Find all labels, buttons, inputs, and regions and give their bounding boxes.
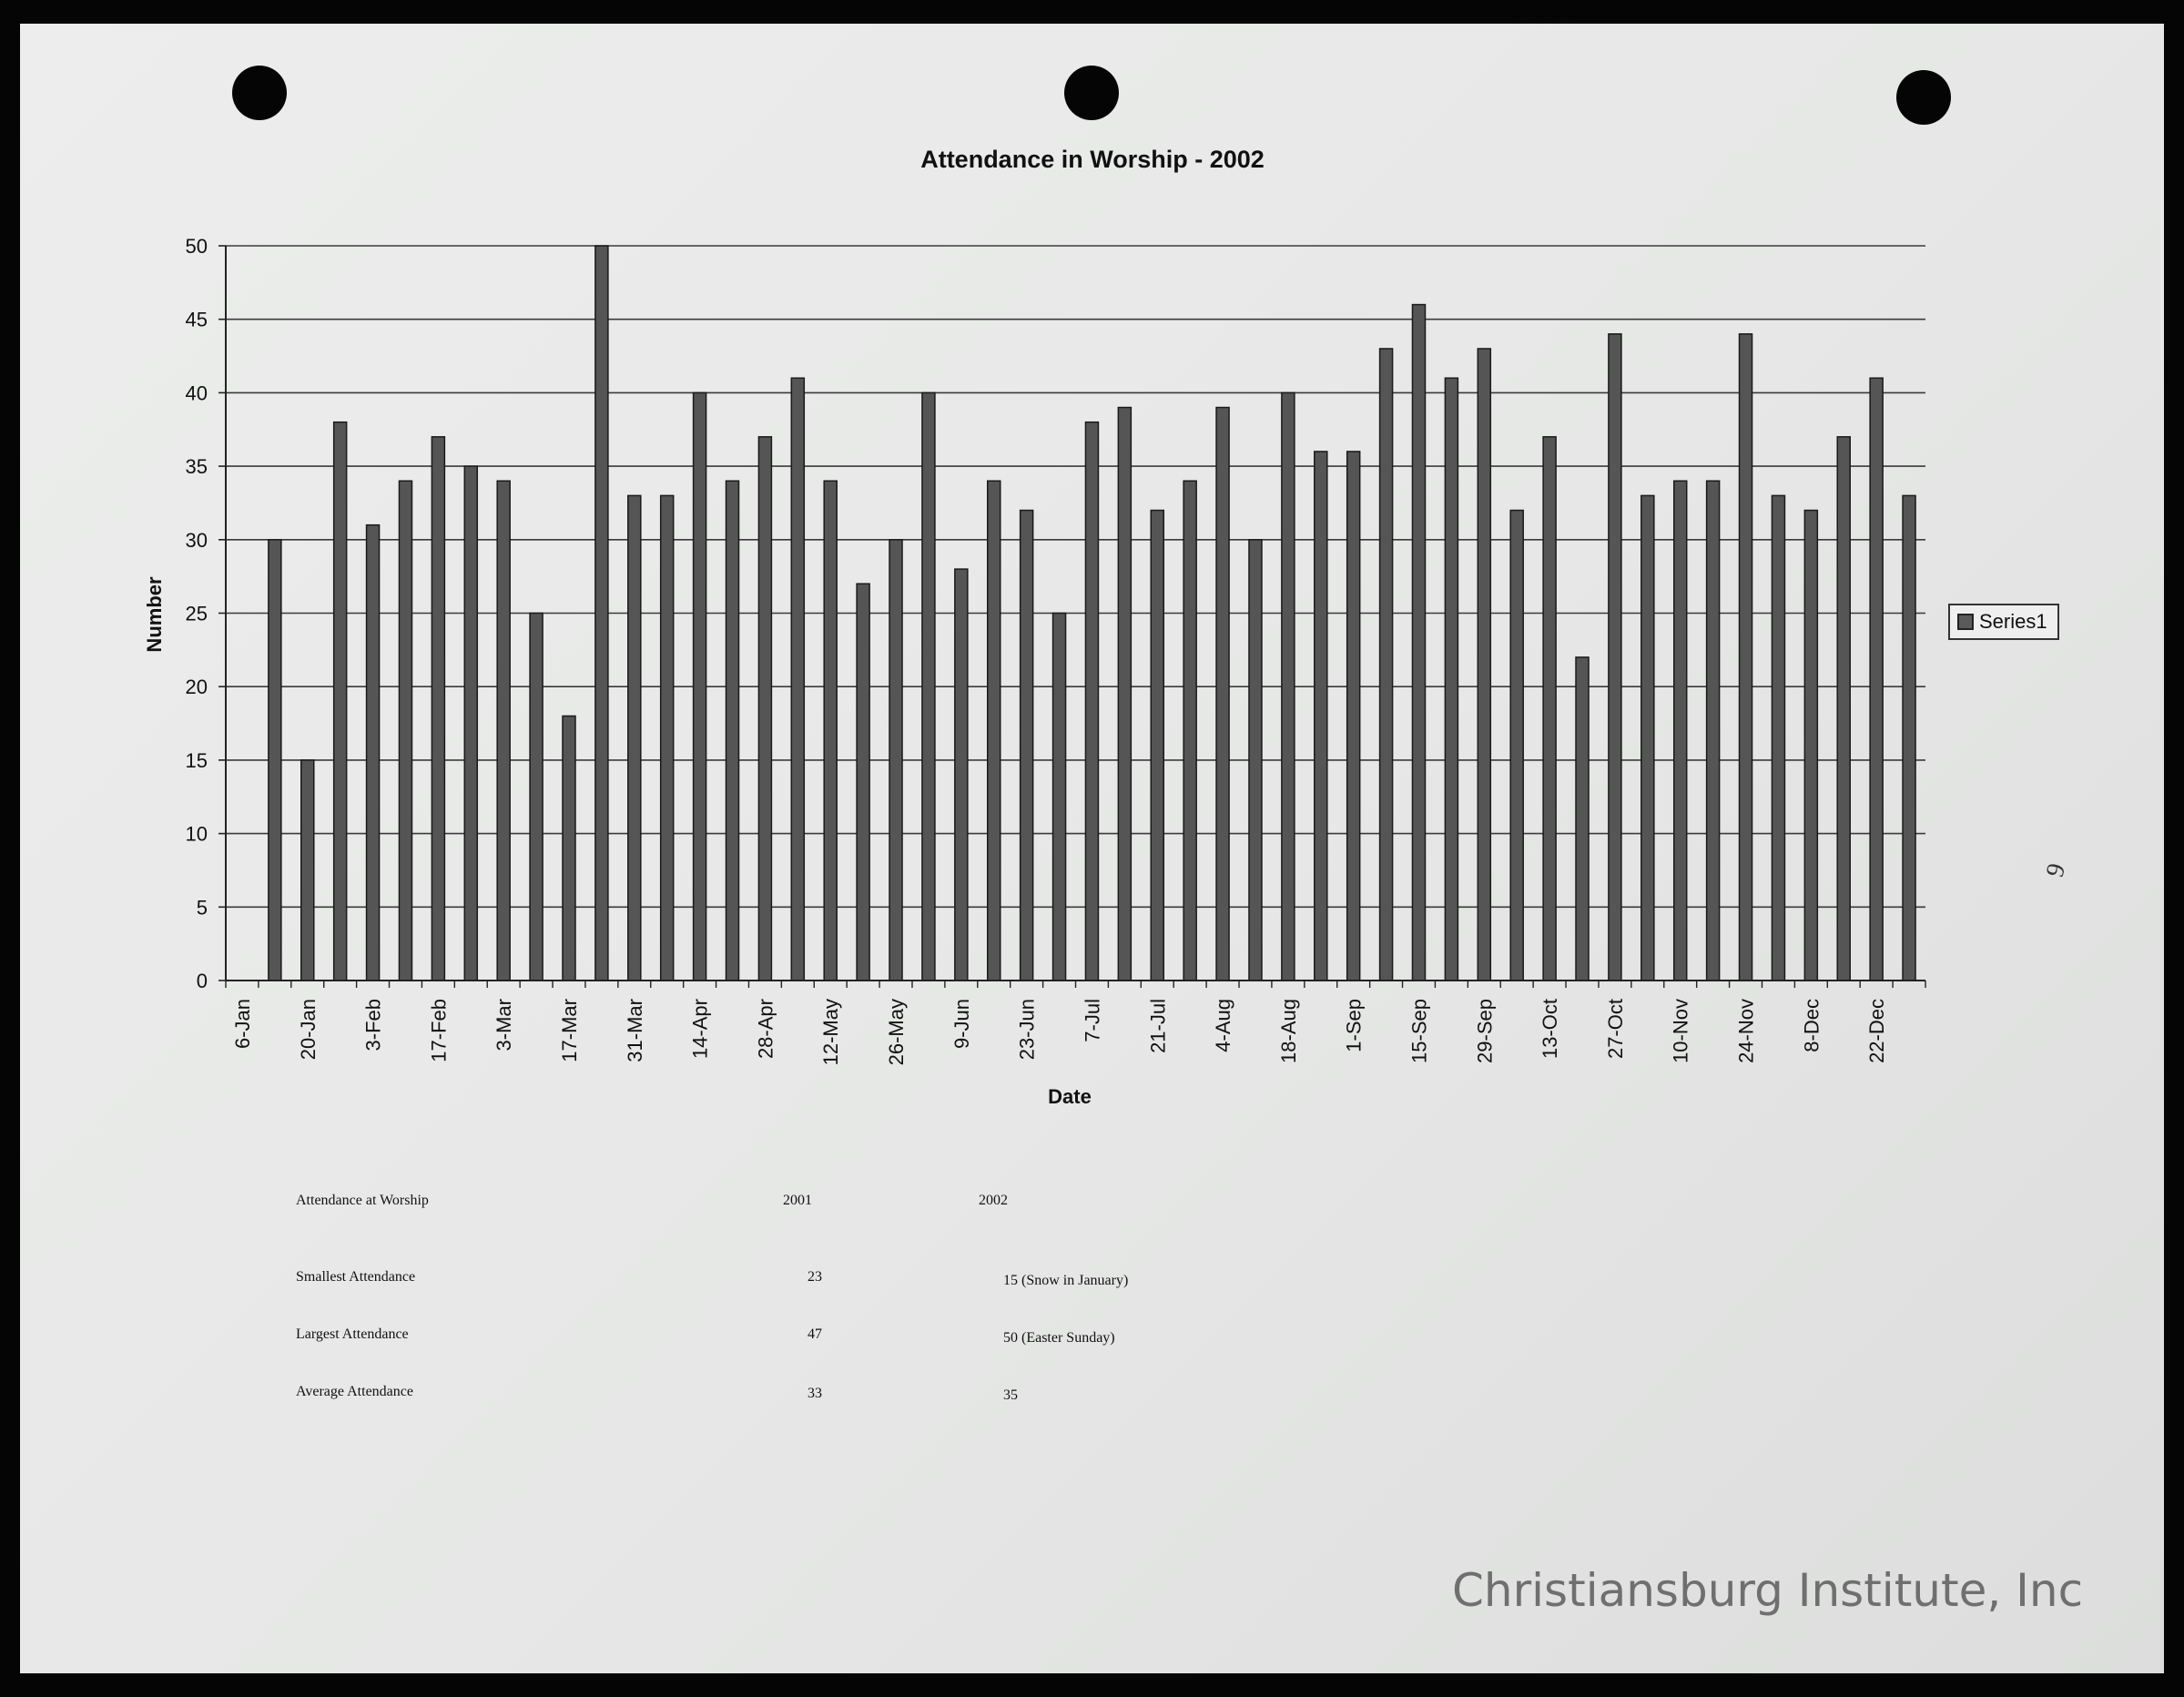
- y-tick-label: 45: [185, 308, 208, 331]
- x-tick-label: 18-Aug: [1276, 999, 1300, 1063]
- bar: [1183, 481, 1196, 981]
- summary-row-2001: 47: [808, 1326, 822, 1342]
- bar: [1772, 495, 1784, 981]
- y-tick-label: 30: [185, 528, 208, 552]
- x-tick-label: 26-May: [885, 999, 909, 1066]
- bar: [1543, 437, 1556, 981]
- x-axis-label: Date: [1048, 1085, 1092, 1108]
- x-tick-label: 1-Sep: [1342, 999, 1366, 1052]
- summary-header-2002: 2002: [979, 1193, 1008, 1208]
- bar: [1315, 452, 1327, 981]
- watermark: Christiansburg Institute, Inc: [1452, 1564, 2084, 1617]
- bar: [1412, 305, 1425, 981]
- handwritten-page-number: 9: [2040, 860, 2072, 880]
- bar: [1609, 334, 1621, 981]
- bar: [628, 495, 641, 981]
- bar: [399, 481, 411, 981]
- y-tick-labels: [186, 235, 208, 992]
- bar: [530, 614, 543, 981]
- x-tick-label: 8-Dec: [1800, 998, 1823, 1052]
- bar: [334, 422, 347, 981]
- y-tick-label: 40: [185, 381, 208, 405]
- bar: [1804, 511, 1817, 981]
- bar: [889, 540, 902, 981]
- chart-title: Attendance in Worship - 2002: [920, 146, 1265, 173]
- bar: [1216, 408, 1229, 981]
- x-tick-label: 22-Dec: [1865, 999, 1889, 1063]
- bar: [1118, 408, 1131, 981]
- summary-header-label: Attendance at Worship: [296, 1193, 429, 1208]
- x-tick-label: 23-Jun: [1015, 999, 1039, 1061]
- bar: [595, 246, 608, 981]
- bar: [1837, 437, 1850, 981]
- x-tick-label: 7-Jul: [1081, 999, 1104, 1042]
- x-tick-label: 3-Feb: [361, 999, 385, 1052]
- bar: [661, 495, 674, 981]
- y-tick-label: 25: [185, 602, 208, 625]
- bar: [1478, 349, 1490, 981]
- bar: [301, 760, 314, 981]
- chart-legend: [1948, 604, 2059, 640]
- x-tick-label: 28-Apr: [754, 999, 777, 1060]
- y-tick-label: 50: [185, 235, 208, 258]
- gridlines: [226, 246, 1925, 907]
- bar: [1870, 378, 1883, 981]
- x-tick-label: 9-Jun: [950, 999, 973, 1050]
- bar: [1380, 349, 1393, 981]
- bar: [1151, 511, 1163, 981]
- bar: [694, 392, 706, 981]
- bar: [1740, 334, 1752, 981]
- y-axis-label: Number: [143, 576, 166, 653]
- bar: [1510, 511, 1523, 981]
- bar: [1347, 452, 1360, 981]
- y-tick-label: 10: [185, 822, 208, 846]
- y-tick-label: 15: [185, 748, 208, 772]
- bar: [1903, 495, 1915, 981]
- x-tick-label: 3-Mar: [493, 999, 516, 1052]
- x-tick-label: 29-Sep: [1473, 999, 1497, 1063]
- x-tick-label: 12-May: [819, 999, 843, 1066]
- summary-row-label: Smallest Attendance: [296, 1269, 416, 1285]
- bar: [1085, 422, 1098, 981]
- legend-swatch: [1957, 614, 1974, 630]
- x-tick-label: 20-Jan: [296, 999, 320, 1061]
- bar: [1641, 495, 1654, 981]
- x-tick-label: 31-Mar: [623, 999, 646, 1062]
- x-tick-labels: [231, 999, 1888, 1065]
- bar: [758, 437, 771, 981]
- bar: [988, 481, 1001, 981]
- summary-row-label: Largest Attendance: [296, 1326, 409, 1342]
- bar: [563, 716, 575, 981]
- summary-row-2002: 15 (Snow in January): [1003, 1273, 1129, 1288]
- bar: [726, 481, 739, 981]
- bar: [1282, 392, 1295, 981]
- bar: [1249, 540, 1262, 981]
- y-tick-label: 0: [196, 970, 208, 992]
- x-tick-label: 10-Nov: [1669, 999, 1692, 1063]
- bar: [955, 569, 968, 981]
- bar: [367, 525, 380, 981]
- bar: [1053, 614, 1066, 981]
- bar: [791, 378, 804, 981]
- bar: [1707, 481, 1720, 981]
- x-tick-label: 17-Feb: [427, 999, 451, 1062]
- summary-row-2001: 33: [808, 1386, 822, 1401]
- x-tick-label: 4-Aug: [1212, 999, 1235, 1052]
- y-tick-label: 5: [196, 896, 208, 920]
- summary-row-2002: 35: [1003, 1387, 1018, 1403]
- x-tick-label: 13-Oct: [1539, 999, 1562, 1060]
- bar: [432, 437, 444, 981]
- summary-row-2002: 50 (Easter Sunday): [1003, 1330, 1115, 1346]
- x-tick-label: 17-Mar: [557, 999, 581, 1062]
- x-tick-label: 27-Oct: [1603, 999, 1627, 1060]
- bar: [1674, 481, 1687, 981]
- x-tick-label: 6-Jan: [230, 999, 254, 1050]
- x-tick-label: 21-Jul: [1146, 999, 1170, 1053]
- bar: [269, 540, 281, 981]
- bar: [1445, 378, 1458, 981]
- bar: [497, 481, 510, 981]
- bar: [922, 392, 935, 981]
- bar: [1021, 511, 1033, 981]
- bar: [1576, 657, 1589, 981]
- summary-row-label: Average Attendance: [296, 1384, 413, 1399]
- bar: [824, 481, 837, 981]
- summary-row-2001: 23: [808, 1269, 822, 1285]
- x-tick-label: 24-Nov: [1734, 999, 1758, 1063]
- legend-label: Series1: [1979, 610, 2047, 633]
- x-tick-label: 14-Apr: [688, 999, 712, 1060]
- bar: [857, 584, 869, 981]
- bar: [464, 466, 477, 981]
- y-tick-label: 20: [185, 676, 208, 699]
- y-tick-label: 35: [185, 455, 208, 479]
- summary-header-2001: 2001: [783, 1193, 812, 1208]
- x-tick-label: 15-Sep: [1407, 999, 1431, 1063]
